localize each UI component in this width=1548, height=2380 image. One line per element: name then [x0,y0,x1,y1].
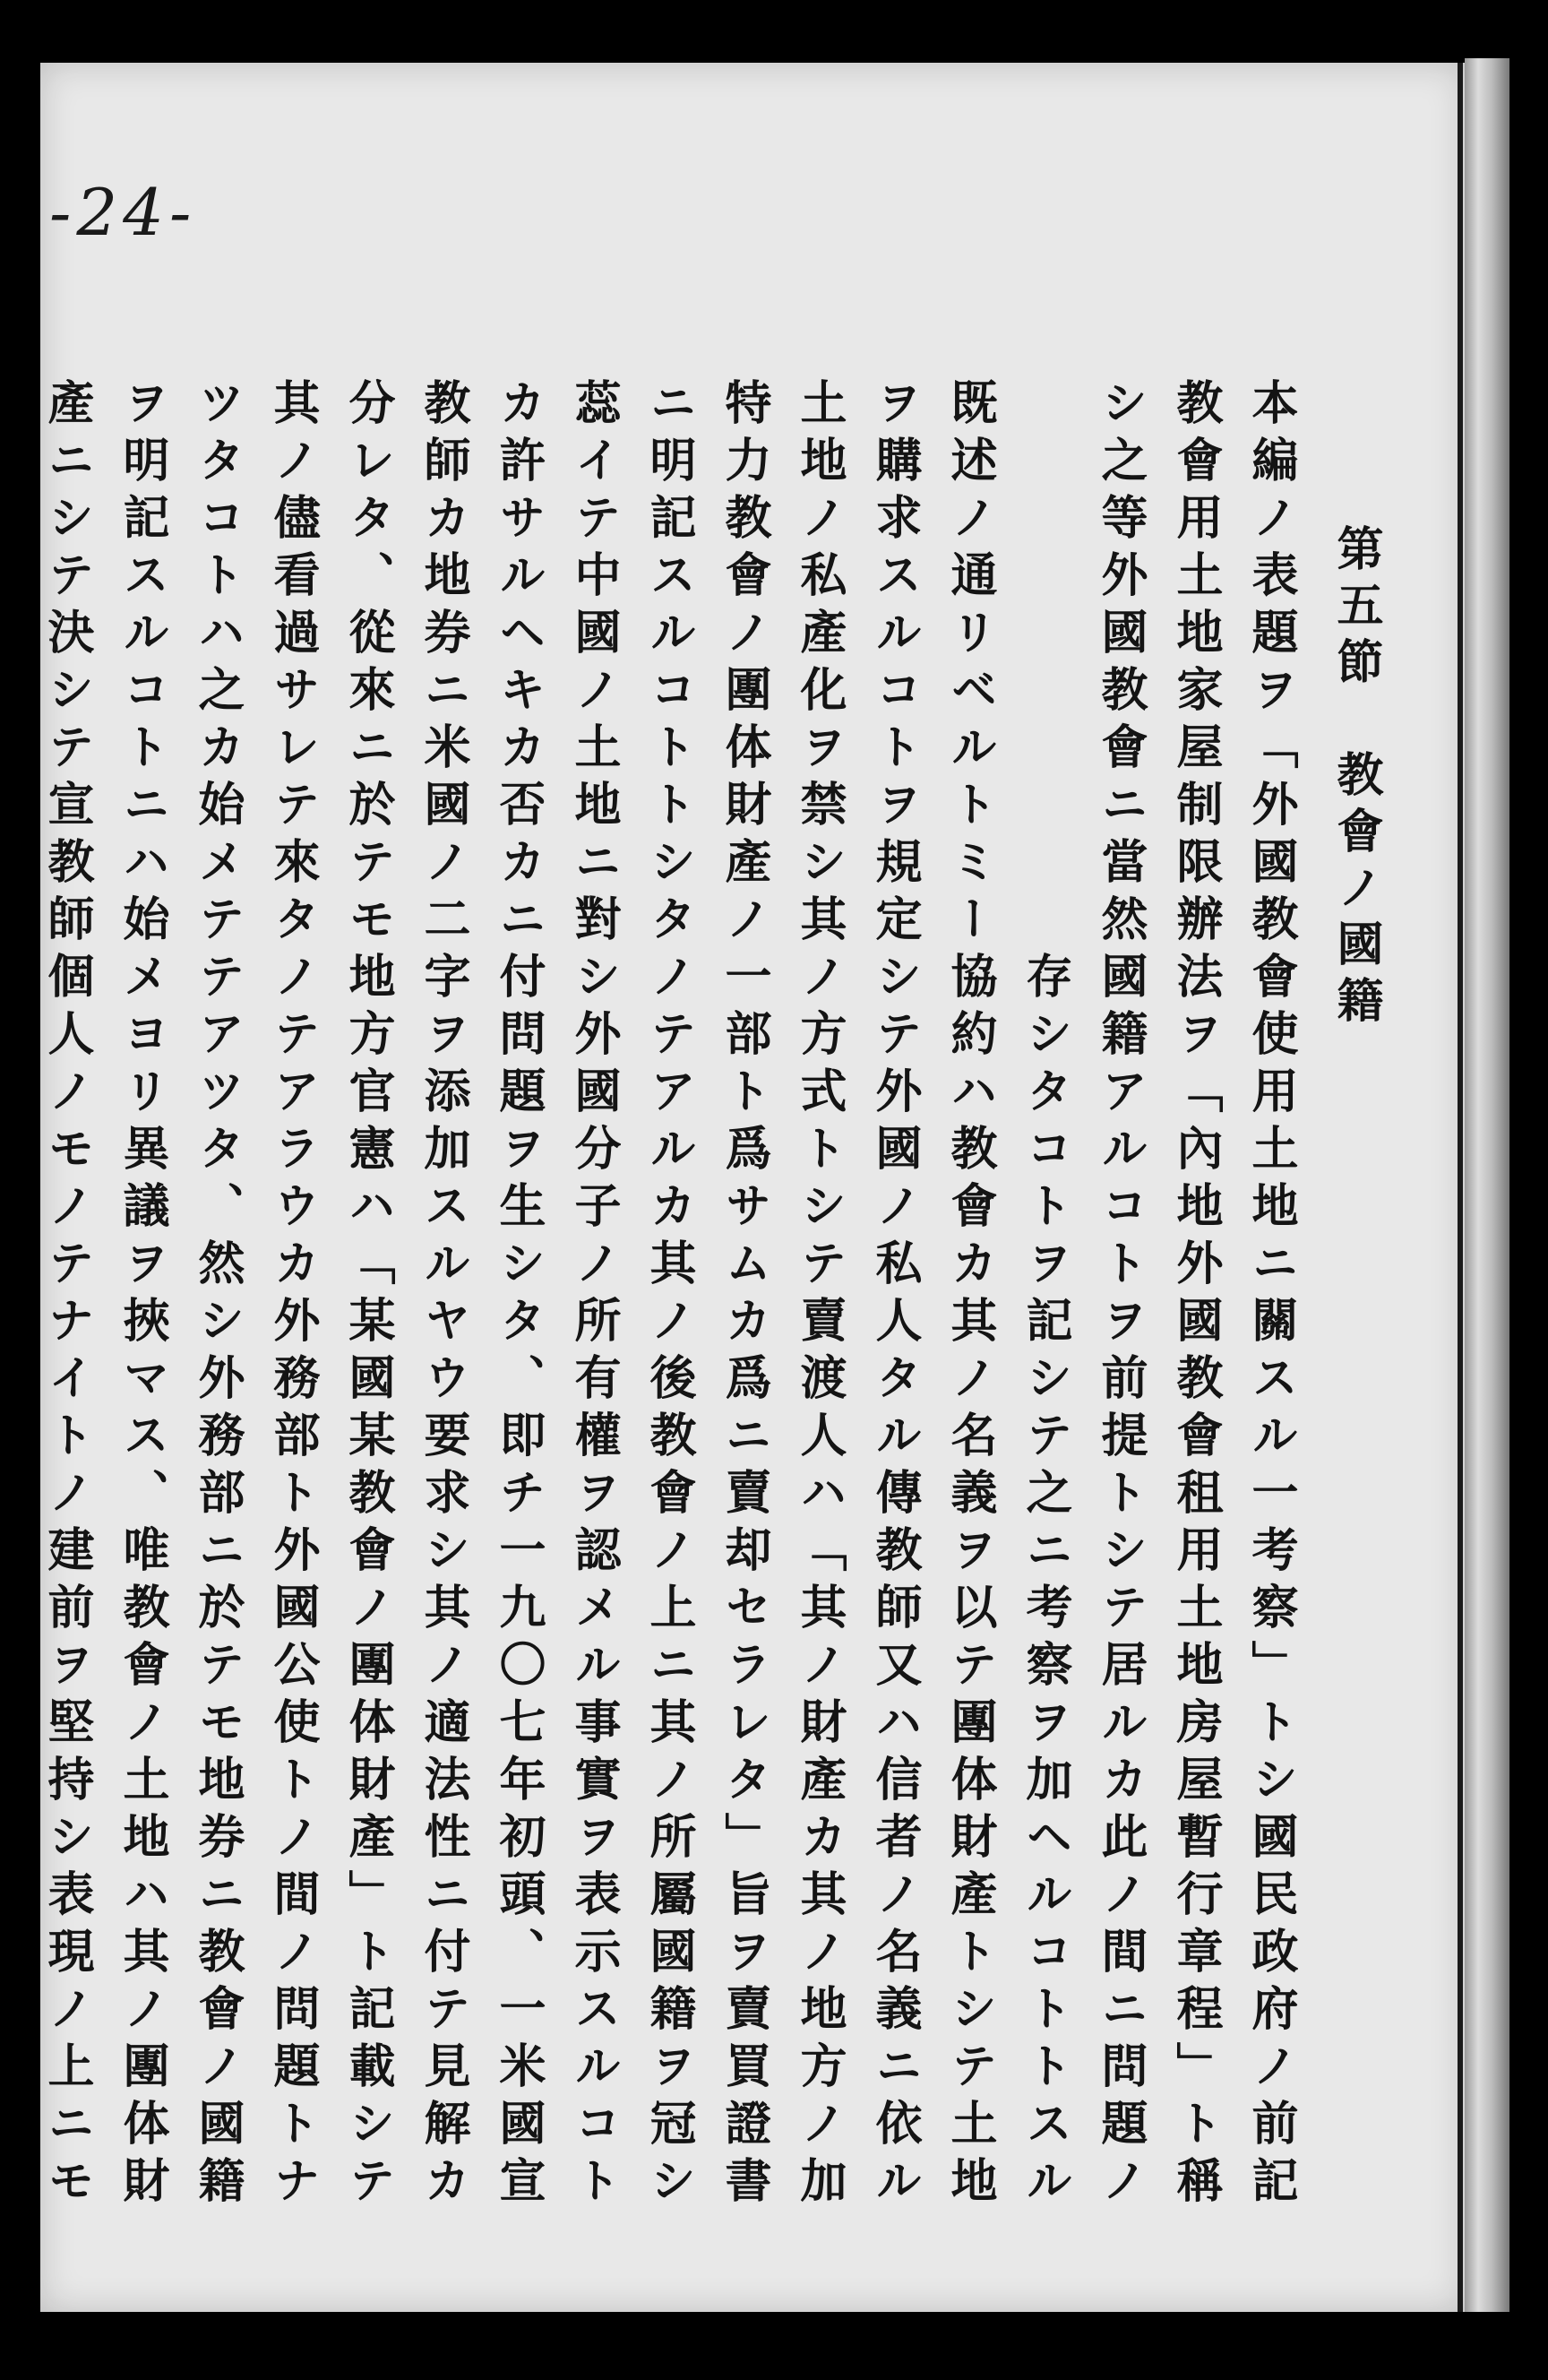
text-column: シ之等外國教會ニ當然國籍アルコトヲ前提トシテ居ルカ此ノ間ニ問題ノ [1093,378,1148,2213]
text-column: 教師カ地券ニ米國ノ二字ヲ添加スルヤウ要求シ其ノ適法性ニ付テ見解カ [416,378,470,2213]
body-text [39,314,1308,2213]
text-column: ニ明記スルコトトシタノテアルカ其ノ後教會ノ上ニ其ノ所屬國籍ヲ冠シ [641,378,696,2213]
text-column: ツタコトハ之カ始メテテアツタ、然シ外務部ニ於テモ地券ニ教會ノ國籍 [190,378,245,2213]
text-column: 特力教會ノ團体財產ノ一部ト爲サムカ爲ニ賣却セラレタ」旨ヲ賣買證書 [717,378,771,2213]
text-column: ヲ明記スルコトニハ始メヨリ異議ヲ挾マス、唯教會ノ土地ハ其ノ團体財 [115,378,169,2213]
text-column: 其ノ儘看過サレテ來タノテアラウカ外務部ト外國公使トノ間ノ問題トナ [265,378,320,2213]
text-column: 蕊イテ中國ノ土地ニ對シ外國分子ノ所有權ヲ認メル事實ヲ表示スルコト [566,378,621,2213]
page-edge [1465,58,1509,2312]
section-heading: 第五節 教會ノ國籍 [1329,524,1383,1032]
text-column: カ許サルヘキカ否カニ付問題ヲ生シタ、即チ一九〇七年初頭、一米國宣 [491,378,546,2213]
text-column: 產ニシテ決シテ宣教師個人ノモノテナイトノ建前ヲ堅持シ表現ノ上ニモ [39,378,94,2213]
text-column: 分レタ、從來ニ於テモ地方官憲ハ「某國某教會ノ團体財產」ト記載シテ [340,378,395,2213]
text-column: 本編ノ表題ヲ「外國教會使用土地ニ關スル一考察」トシ國民政府ノ前記 [1243,378,1298,2213]
page-binding-shadow [1458,63,1463,2312]
text-column: 教會用土地家屋制限辦法ヲ「內地外國教會租用土地房屋暫行章程」ト稱 [1168,378,1223,2213]
text-column: 存シタコトヲ記シテ之ニ考察ヲ加ヘルコトトスル [1018,952,1072,2213]
page-number: -24- [49,175,197,250]
text-column: 土地ノ私產化ヲ禁シ其ノ方式トシテ賣渡人ハ「其ノ財產カ其ノ地方ノ加 [792,378,847,2213]
text-column: 既述ノ通リベルトミー協約ハ教會カ其ノ名義ヲ以テ團体財產トシテ土地 [942,378,997,2213]
text-column: ヲ購求スルコトヲ規定シテ外國ノ私人タル傳教師又ハ信者ノ名義ニ依ル [867,378,922,2213]
